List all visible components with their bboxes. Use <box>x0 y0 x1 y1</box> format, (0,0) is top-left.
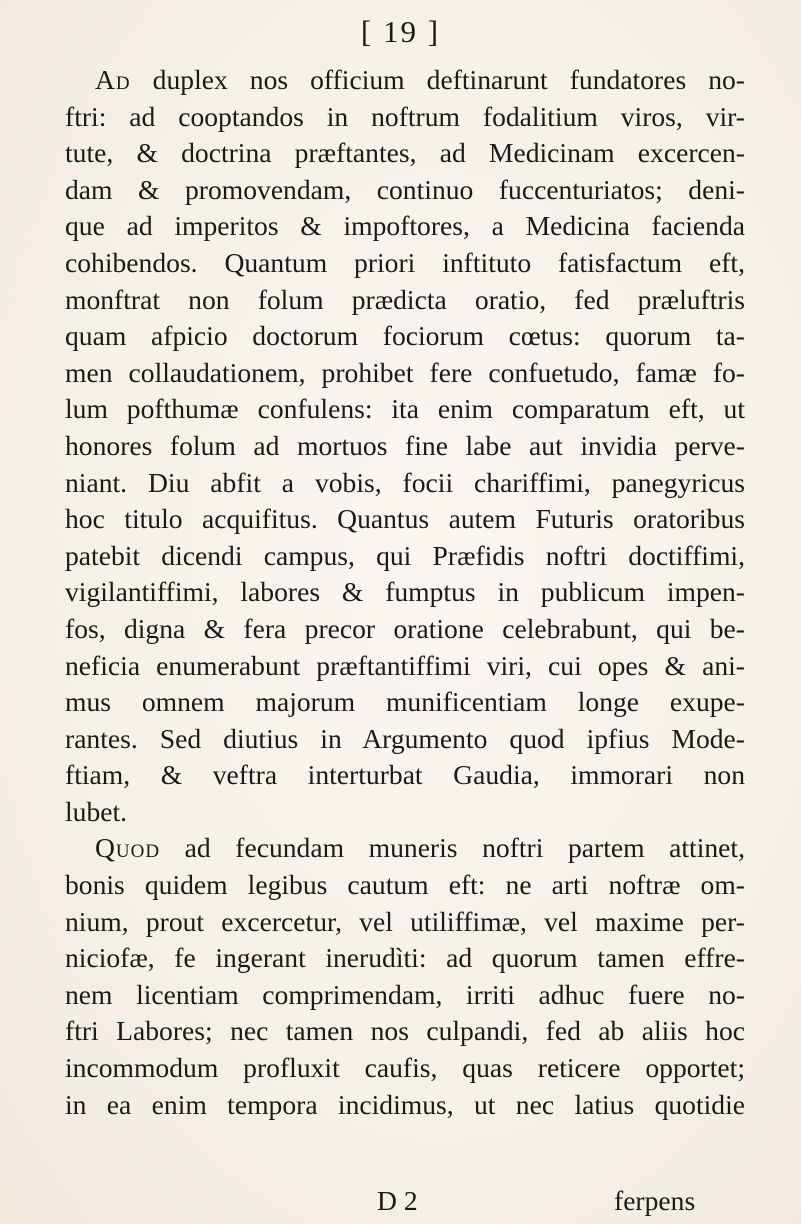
page-footer <box>0 1183 801 1219</box>
text-line: fos, digna & fera precor oratione celebrabunt, qui be- <box>65 612 745 644</box>
signature-mark: D 2 <box>377 1185 418 1216</box>
catchword: ferpens <box>614 1185 696 1216</box>
text-line: Quod ad fecundam muneris noftri partem attinet, <box>95 832 745 864</box>
page-number: [ 19 ] <box>360 14 441 49</box>
text-line: mus omnem majorum munificentiam longe exupe- <box>65 686 745 718</box>
text-line: niant. Diu abfit a vobis, focii chariffimi, panegyricus <box>65 466 745 498</box>
text-line: tute, & doctrina præftantes, ad Medicinam excercen- <box>65 137 745 169</box>
text-line: bonis quidem legibus cautum eft: ne arti noftræ om- <box>65 869 745 901</box>
text-line: lubet. <box>65 795 128 827</box>
text-line: incommodum profluxit caufis, quas reticere opportet; <box>65 1052 745 1084</box>
text-line: hoc titulo acquifitus. Quantus autem Futuris oratoribus <box>65 503 745 535</box>
text-line: rantes. Sed diutius in Argumento quod ipfius Mode- <box>65 722 745 754</box>
text-line: monftrat non folum prædicta oratio, fed præluftris <box>65 283 745 315</box>
paragraph-lead: Quod <box>95 832 161 864</box>
text-line: in ea enim tempora incidimus, ut nec latius quotidie <box>65 1088 745 1120</box>
text-line: nem licentiam comprimendam, irriti adhuc fuere no- <box>65 978 745 1010</box>
body-text <box>65 62 745 1123</box>
text-line: lum pofthumæ confulens: ita enim comparatum eft, ut <box>65 393 745 425</box>
text-line: que ad imperitos & impoftores, a Medicina facienda <box>65 210 745 242</box>
text-line: ftiam, & veftra interturbat Gaudia, immorari non <box>65 759 745 791</box>
text-line: nium, prout excercetur, vel utiliffimæ, vel maxime per- <box>65 905 745 937</box>
text-line: dam & promovendam, continuo fuccenturiatos; deni- <box>65 173 745 205</box>
text-line: quam afpicio doctorum fociorum cœtus: quorum ta- <box>65 320 745 352</box>
text-line: Ad duplex nos officium deftinarunt fundatores no- <box>95 64 745 95</box>
text-line: neficia enumerabunt præftantiffimi viri, cui opes & ani- <box>65 649 745 681</box>
text-line: ftri Labores; nec tamen nos culpandi, fed ab aliis hoc <box>65 1015 745 1047</box>
text-line: niciofæ, fe ingerant inerudìti: ad quorum tamen effre- <box>65 942 745 974</box>
paragraph-lead: Ad <box>95 64 131 95</box>
text-line: cohibendos. Quantum priori inftituto fatisfactum eft, <box>65 246 745 278</box>
text-line: men collaudationem, prohibet fere confuetudo, famæ fo- <box>65 356 745 388</box>
text-line: vigilantiffimi, labores & fumptus in publicum impen- <box>65 576 745 608</box>
text-line: honores folum ad mortuos fine labe aut invidia perve- <box>65 429 745 461</box>
text-line: ftri: ad cooptandos in noftrum fodalitium viros, vir- <box>65 100 745 132</box>
text-line: patebit dicendi campus, qui Præfidis noftri doctiffimi, <box>65 539 745 571</box>
